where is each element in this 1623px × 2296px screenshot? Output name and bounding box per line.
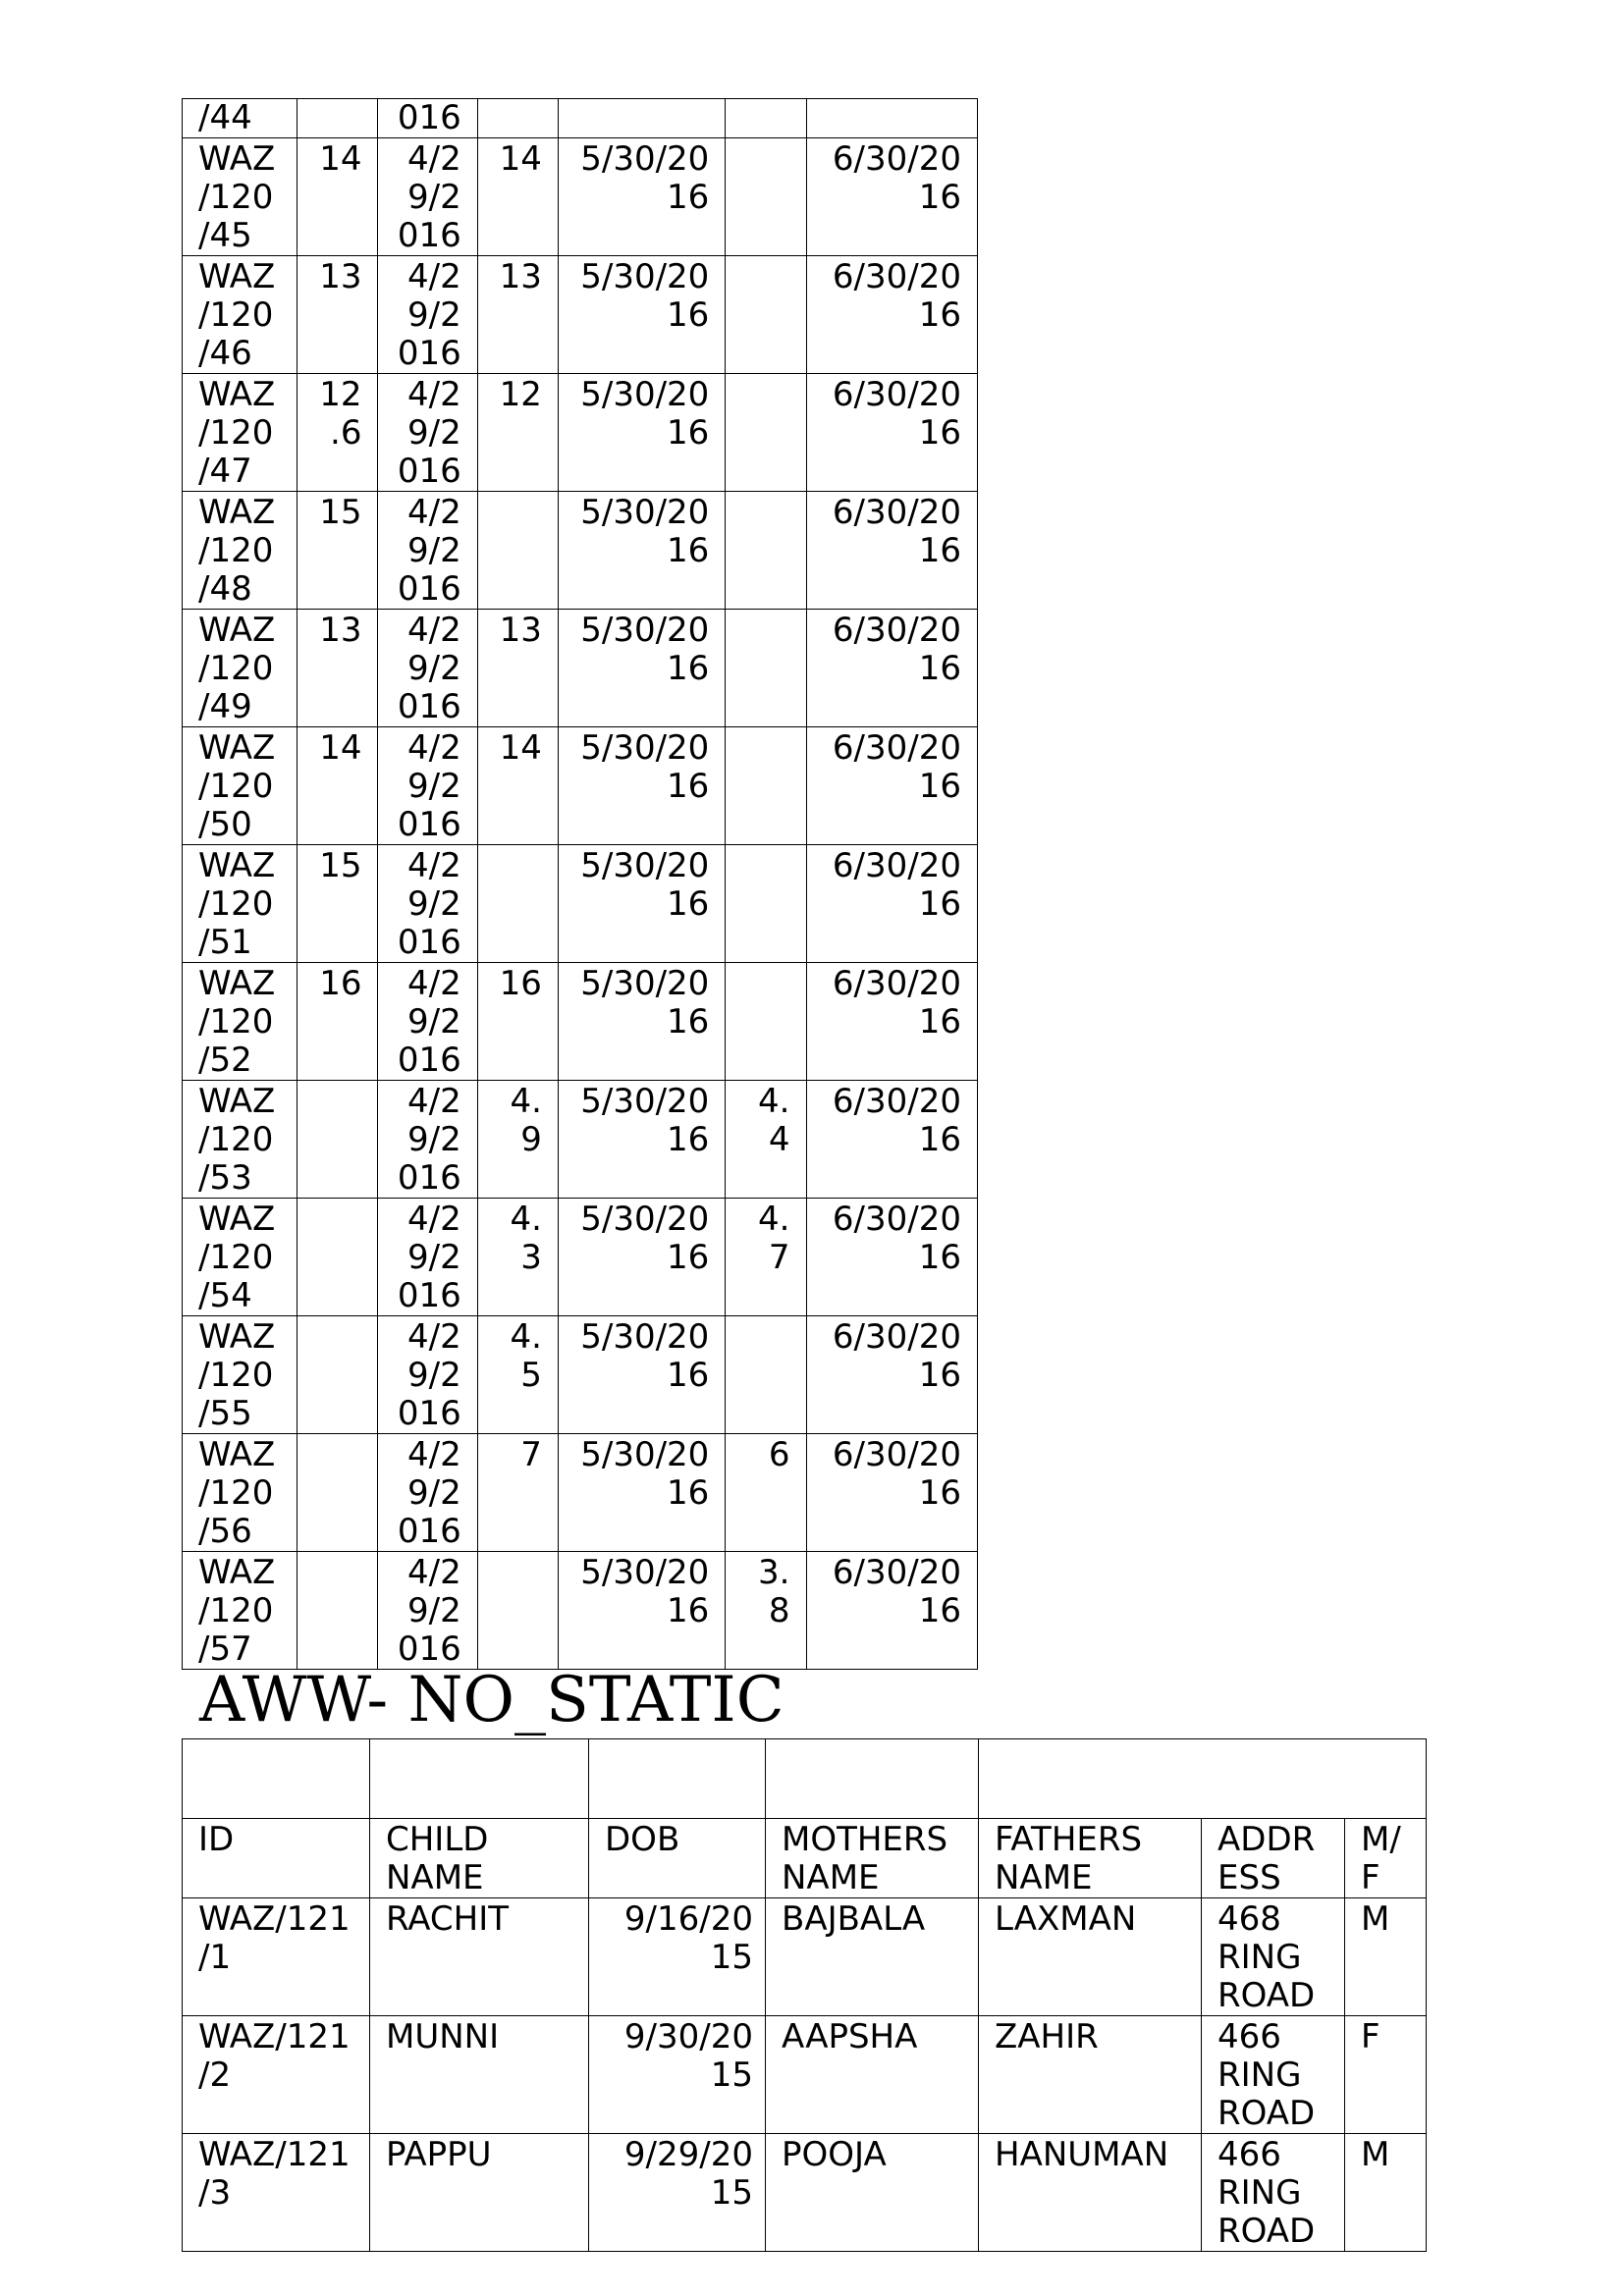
column-header-row [183, 1819, 1427, 1898]
blank-cell [589, 1739, 766, 1819]
record-id-cell: WAZ /120 /55 [183, 1316, 298, 1434]
date-cell: 5/30/20 16 [558, 256, 725, 374]
date-cell: 5/30/20 16 [558, 1552, 725, 1670]
value-cell: 12 .6 [298, 374, 378, 492]
record-id-cell: WAZ /120 /46 [183, 256, 298, 374]
record-id-cell: /44 [183, 99, 298, 138]
date-cell [558, 99, 725, 138]
value-cell: 12 [477, 374, 558, 492]
blank-cell [370, 1739, 589, 1819]
value-cell: 13 [477, 256, 558, 374]
table-row [183, 374, 978, 492]
column-header-dob: DOB [589, 1819, 766, 1898]
table-row [183, 1081, 978, 1199]
value-cell [726, 138, 806, 256]
date-cell: 6/30/20 16 [806, 1199, 978, 1316]
dob-cell: 9/16/20 15 [589, 1898, 766, 2016]
value-cell: 14 [298, 138, 378, 256]
value-cell [726, 256, 806, 374]
table-row [183, 1434, 978, 1552]
table-row [183, 99, 978, 138]
date-cell: 6/30/20 16 [806, 1434, 978, 1552]
date-cell: 5/30/20 16 [558, 727, 725, 845]
table-row [183, 2134, 1427, 2252]
table-row [183, 963, 978, 1081]
sex-cell: M [1345, 2134, 1427, 2252]
table-row [183, 138, 978, 256]
value-cell [726, 374, 806, 492]
date-cell: 6/30/20 16 [806, 1316, 978, 1434]
date-cell: 4/2 9/2 016 [378, 138, 477, 256]
record-id-cell: WAZ /120 /52 [183, 963, 298, 1081]
value-cell [726, 727, 806, 845]
date-cell: 4/2 9/2 016 [378, 1552, 477, 1670]
date-cell: 4/2 9/2 016 [378, 1081, 477, 1199]
date-cell: 4/2 9/2 016 [378, 256, 477, 374]
table-row [183, 610, 978, 727]
value-cell [726, 610, 806, 727]
value-cell [477, 1552, 558, 1670]
table-row [183, 845, 978, 963]
date-cell: 4/2 9/2 016 [378, 374, 477, 492]
date-cell: 5/30/20 16 [558, 492, 725, 610]
value-cell [298, 1316, 378, 1434]
value-cell [477, 99, 558, 138]
column-header-address: ADDR ESS [1202, 1819, 1345, 1898]
table-row [183, 1199, 978, 1316]
column-header-mothers-name: MOTHERS NAME [766, 1819, 979, 1898]
record-id-cell: WAZ /120 /53 [183, 1081, 298, 1199]
blank-cell [183, 1739, 370, 1819]
record-id-cell: WAZ /120 /56 [183, 1434, 298, 1552]
sex-cell: F [1345, 2016, 1427, 2134]
value-cell: 4. 4 [726, 1081, 806, 1199]
father-name-cell: LAXMAN [979, 1898, 1202, 2016]
date-cell: 5/30/20 16 [558, 138, 725, 256]
value-cell: 4. 7 [726, 1199, 806, 1316]
date-cell: 4/2 9/2 016 [378, 1199, 477, 1316]
dob-cell: 9/30/20 15 [589, 2016, 766, 2134]
date-cell: 6/30/20 16 [806, 845, 978, 963]
record-id-cell: WAZ /120 /51 [183, 845, 298, 963]
value-cell [726, 99, 806, 138]
date-cell: 016 [378, 99, 477, 138]
date-cell: 6/30/20 16 [806, 492, 978, 610]
column-header-sex: M/ F [1345, 1819, 1427, 1898]
date-cell [806, 99, 978, 138]
value-cell [726, 1316, 806, 1434]
mother-name-cell: AAPSHA [766, 2016, 979, 2134]
date-cell: 4/2 9/2 016 [378, 610, 477, 727]
table-row [183, 492, 978, 610]
value-cell [726, 492, 806, 610]
date-cell: 6/30/20 16 [806, 374, 978, 492]
sex-cell: M [1345, 1898, 1427, 2016]
child-records-table [182, 1738, 1427, 2252]
table-row [183, 1552, 978, 1670]
record-id-cell: WAZ /120 /50 [183, 727, 298, 845]
mother-name-cell: POOJA [766, 2134, 979, 2252]
value-cell: 7 [477, 1434, 558, 1552]
date-cell: 4/2 9/2 016 [378, 1434, 477, 1552]
date-cell: 4/2 9/2 016 [378, 1316, 477, 1434]
column-header-fathers-name: FATHERS NAME [979, 1819, 1202, 1898]
value-cell [298, 99, 378, 138]
table-row [183, 1316, 978, 1434]
value-cell: 15 [298, 492, 378, 610]
section-heading: AWW- NO_STATIC [199, 1664, 784, 1736]
child-id-cell: WAZ/121 /2 [183, 2016, 370, 2134]
value-cell: 13 [477, 610, 558, 727]
record-id-cell: WAZ /120 /49 [183, 610, 298, 727]
value-cell: 14 [477, 138, 558, 256]
value-cell: 6 [726, 1434, 806, 1552]
record-id-cell: WAZ /120 /48 [183, 492, 298, 610]
father-name-cell: ZAHIR [979, 2016, 1202, 2134]
address-cell: 468 RING ROAD [1202, 1898, 1345, 2016]
value-cell: 4. 5 [477, 1316, 558, 1434]
value-cell: 16 [477, 963, 558, 1081]
address-cell: 466 RING ROAD [1202, 2016, 1345, 2134]
date-cell: 6/30/20 16 [806, 610, 978, 727]
child-name-cell: RACHIT [370, 1898, 589, 2016]
value-cell [298, 1199, 378, 1316]
table-row [183, 727, 978, 845]
column-header-id: ID [183, 1819, 370, 1898]
dob-cell: 9/29/20 15 [589, 2134, 766, 2252]
child-name-cell: MUNNI [370, 2016, 589, 2134]
mother-name-cell: BAJBALA [766, 1898, 979, 2016]
date-cell: 5/30/20 16 [558, 845, 725, 963]
value-cell [726, 845, 806, 963]
value-cell [298, 1434, 378, 1552]
date-cell: 4/2 9/2 016 [378, 963, 477, 1081]
value-cell: 3. 8 [726, 1552, 806, 1670]
value-cell: 14 [298, 727, 378, 845]
value-cell: 14 [477, 727, 558, 845]
value-cell: 16 [298, 963, 378, 1081]
record-id-cell: WAZ /120 /54 [183, 1199, 298, 1316]
record-id-cell: WAZ /120 /47 [183, 374, 298, 492]
table-row [183, 256, 978, 374]
date-cell: 4/2 9/2 016 [378, 727, 477, 845]
father-name-cell: HANUMAN [979, 2134, 1202, 2252]
upper-data-table [182, 98, 978, 1670]
record-id-cell: WAZ /120 /45 [183, 138, 298, 256]
date-cell: 6/30/20 16 [806, 963, 978, 1081]
child-id-cell: WAZ/121 /1 [183, 1898, 370, 2016]
value-cell [298, 1552, 378, 1670]
date-cell: 6/30/20 16 [806, 138, 978, 256]
value-cell: 13 [298, 610, 378, 727]
record-id-cell: WAZ /120 /57 [183, 1552, 298, 1670]
date-cell: 6/30/20 16 [806, 727, 978, 845]
value-cell [298, 1081, 378, 1199]
value-cell: 4. 3 [477, 1199, 558, 1316]
date-cell: 6/30/20 16 [806, 1552, 978, 1670]
value-cell [477, 492, 558, 610]
blank-cell [766, 1739, 979, 1819]
date-cell: 5/30/20 16 [558, 1434, 725, 1552]
date-cell: 5/30/20 16 [558, 374, 725, 492]
value-cell: 4. 9 [477, 1081, 558, 1199]
date-cell: 4/2 9/2 016 [378, 492, 477, 610]
value-cell: 13 [298, 256, 378, 374]
blank-cell [979, 1739, 1427, 1819]
child-name-cell: PAPPU [370, 2134, 589, 2252]
date-cell: 5/30/20 16 [558, 610, 725, 727]
address-cell: 466 RING ROAD [1202, 2134, 1345, 2252]
blank-header-row [183, 1739, 1427, 1819]
date-cell: 5/30/20 16 [558, 963, 725, 1081]
child-id-cell: WAZ/121 /3 [183, 2134, 370, 2252]
date-cell: 5/30/20 16 [558, 1081, 725, 1199]
table-row [183, 1898, 1427, 2016]
table-row [183, 2016, 1427, 2134]
date-cell: 5/30/20 16 [558, 1199, 725, 1316]
date-cell: 6/30/20 16 [806, 1081, 978, 1199]
date-cell: 6/30/20 16 [806, 256, 978, 374]
value-cell: 15 [298, 845, 378, 963]
value-cell [477, 845, 558, 963]
column-header-child-name: CHILD NAME [370, 1819, 589, 1898]
date-cell: 4/2 9/2 016 [378, 845, 477, 963]
date-cell: 5/30/20 16 [558, 1316, 725, 1434]
value-cell [726, 963, 806, 1081]
